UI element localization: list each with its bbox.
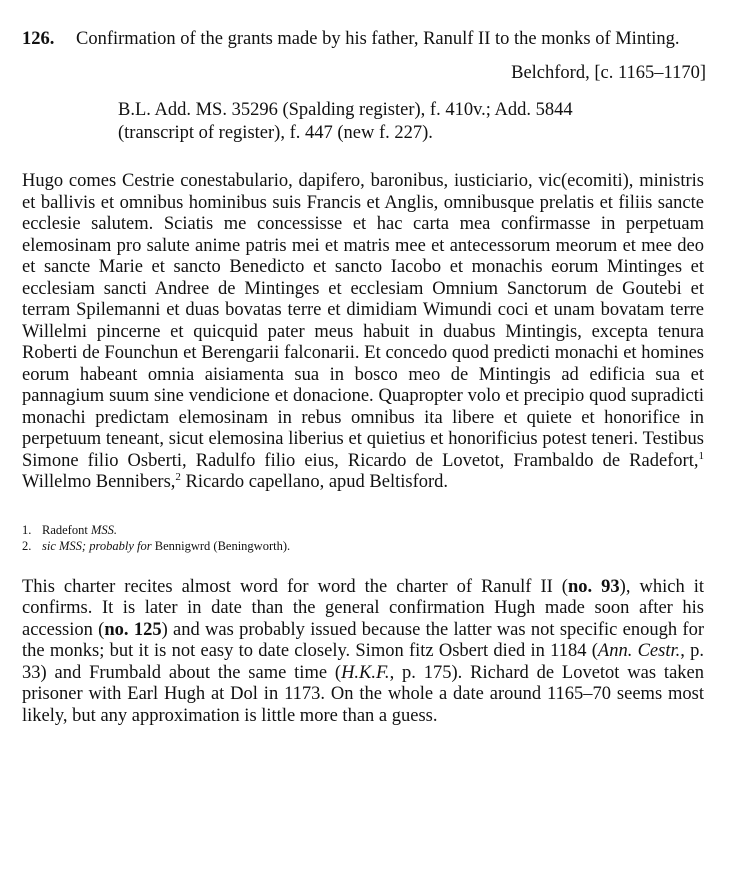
latin-charter-text: [22, 171, 708, 494]
charter-ref-bold: no. 93: [567, 576, 620, 597]
footnote-text: [42, 538, 290, 554]
document-page: [22, 28, 708, 727]
footnote-ref-1: 1: [698, 449, 704, 462]
footnote-tail: Bennigwrd (Beningworth).: [151, 538, 291, 553]
footnote-text: [42, 522, 117, 538]
source-citation: B.L. Add. MS. 35296 (Spalding register), f. 410v.; Add. 5844 (transcript of register), f. 447 (new f. 227).: [118, 100, 573, 143]
footnote-italic: MSS.: [90, 522, 117, 537]
commentary-text: , p. 33) and Frumbald about the same time (: [22, 641, 705, 683]
entry-number: 126.: [22, 29, 55, 49]
footnote-1: [22, 522, 708, 538]
footnote-number: 2.: [22, 538, 32, 553]
latin-text-main: Hugo comes Cestrie conestabulario, dapifero, baronibus, iusticiario, vic(ecomiti), ministris et ballivis et omnibus hominibus suis Francis et Anglis, omnibusque prelatis et filiis sancte ecclesie salutem. Sciatis me concessisse et hac carta mea confirmasse in perpetuam elemosinam pro salute anime patris mei et matris mee et antecessorum meorum et mee deo et sancte Marie et sancto Benedicto et sancto Iacobo et monachis eorum Mintinges et ecclesiam sancti Andree de Mintinges et ecclesiam Omnium Sanctorum de Goutebi et terram Spilemanni et duas bovatas terre et dimidiam Wimundi coci et unam bovatam terre Willelmi pincerne et quicquid pater meus habuit in duabus Mintingis, excepta tenura Roberti de Founchun et Berengarii falconarii. Et concedo quod predicti monachi et homines eorum habeant omnia aisiamenta sua in bosco meo de Mintingis ad edificia sua et pannagium suum sine vendicione et donacione. Quapropter volo et precipio quod supradicti monachi predictam elemosinam in rebus omnibus ita libere et quiete et honorifice in perpetuum teneant, sicut elemosina liberius et quietius et honorificius potest teneri. Testibus Simone filio Osberti, Radulfo filio eius, Ricardo de Lovetot, Frambaldo de Radefort,: [22, 171, 704, 471]
footnote-2: [22, 538, 708, 554]
entry-heading: [22, 28, 708, 51]
latin-text-end: Ricardo capellano, apud Beltisford.: [180, 472, 449, 492]
footnote-number: 1.: [22, 522, 32, 537]
commentary-text: ), which it confirms. It is later in date than the general confirmation Hugh made soon after his accession (: [22, 576, 705, 640]
entry-title: Confirmation of the grants made by his father, Ranulf II to the monks of Minting.: [76, 29, 680, 49]
latin-text-mid: Willelmo Bennibers,: [22, 472, 176, 492]
commentary-text: This charter recites almost word for word the charter of Ranulf II (: [22, 576, 568, 597]
footnote-ref-2: 2: [175, 470, 181, 483]
source-ref-italic: H.K.F.: [341, 662, 390, 683]
commentary-paragraph: [22, 577, 708, 728]
commentary-text: ) and was probably issued because the latter was not specific enough for the monks; but it is not easy to date closely. Simon fitz Osbert died in 1184 (: [22, 619, 704, 661]
footnote-italic: sic MSS; probably for: [42, 538, 152, 553]
charter-ref-bold: no. 125: [104, 619, 162, 640]
footnotes: [22, 522, 708, 554]
footnote-plain: Radefont: [42, 522, 91, 537]
source-ref-italic: Ann. Cestr.: [597, 641, 681, 661]
commentary-text: , p. 175). Richard de Lovetot was taken prisoner with Earl Hugh at Dol in 1173. On the whole a date around 1165–70 seems most likely, but any approximation is little more than a guess.: [22, 662, 704, 726]
place-date: Belchford, [c. 1165–1170]: [511, 63, 706, 83]
